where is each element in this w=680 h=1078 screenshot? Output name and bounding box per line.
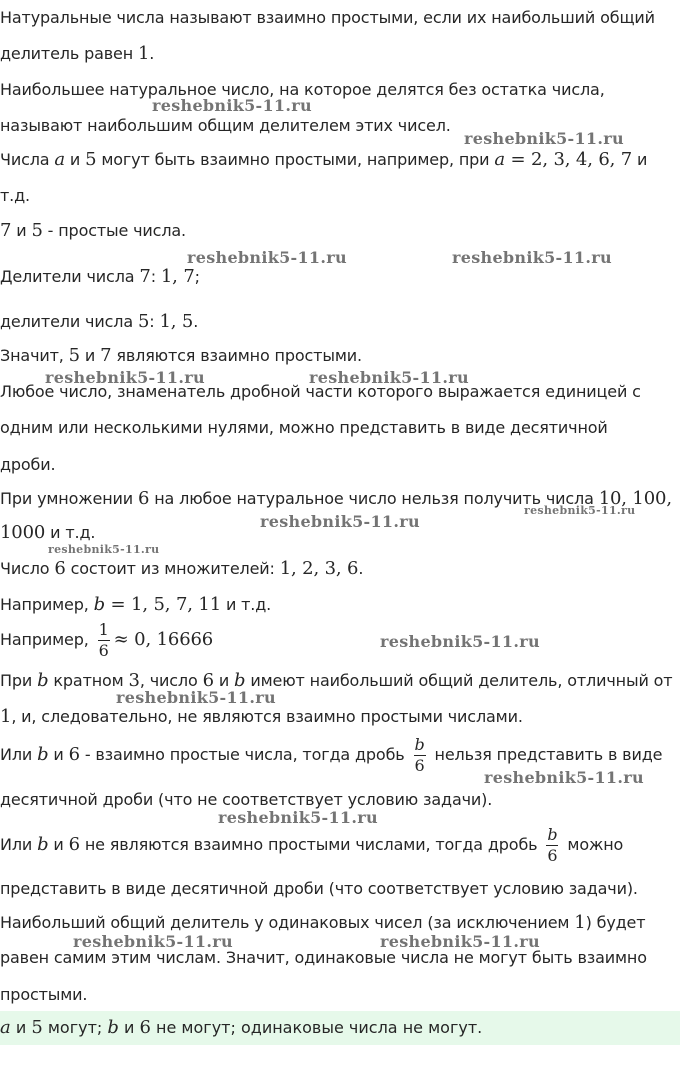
watermark: reshebnik5-11.ru (218, 808, 378, 827)
text: Натуральные числа называют взаимно простыми, если их наибольший общий (0, 8, 655, 27)
watermark: reshebnik5-11.ru (464, 129, 624, 148)
math: 1 (137, 43, 150, 64)
math: 7 (139, 266, 151, 287)
text: состоит из множителей: (65, 559, 280, 578)
fraction (98, 620, 110, 661)
math: ≈ 0, 16666 (113, 629, 214, 650)
math: a (0, 1017, 11, 1038)
fraction (546, 825, 558, 866)
watermark: reshebnik5-11.ru (309, 368, 469, 387)
watermark: reshebnik5-11.ru (380, 932, 540, 951)
text-line (0, 594, 271, 615)
text: , число (139, 671, 203, 690)
math: 1000 (0, 522, 46, 543)
text-line (0, 985, 87, 1004)
text: и т.д. (221, 595, 272, 614)
math: b (37, 834, 49, 855)
text-line (0, 186, 30, 205)
text-line (0, 670, 672, 691)
text: Наибольший общий делитель у одинаковых чисел (за исключением (0, 913, 575, 932)
text-line (0, 706, 523, 727)
text: делитель равен (0, 44, 138, 63)
text: При умножении (0, 489, 138, 508)
text-line (0, 825, 623, 866)
text: . (358, 559, 364, 578)
text: Например, (0, 595, 94, 614)
text: . (193, 312, 199, 331)
text: Например, (0, 630, 94, 649)
text: - простые числа. (42, 221, 186, 240)
text: и (213, 671, 235, 690)
math: 6 (54, 558, 66, 579)
text: Значит, (0, 346, 69, 365)
text-line (0, 558, 363, 579)
math: 6 (202, 670, 214, 691)
watermark: reshebnik5-11.ru (48, 543, 160, 556)
text: можно (562, 835, 624, 854)
math: 5 (31, 220, 43, 241)
text-line (0, 879, 638, 898)
text: Числа (0, 150, 55, 169)
text: ; (194, 267, 200, 286)
math: b (93, 594, 105, 615)
text: кратном (48, 671, 129, 690)
text: и (79, 346, 101, 365)
text: и т.д. (45, 523, 96, 542)
text: дроби. (0, 455, 56, 474)
fraction-numerator: b (414, 735, 425, 754)
text: Или (0, 745, 38, 764)
math: 6 (68, 744, 80, 765)
math: b (107, 1017, 119, 1038)
watermark: reshebnik5-11.ru (45, 368, 205, 387)
math: a (494, 149, 505, 170)
text: и (48, 835, 69, 854)
text: не могут; одинаковые числа не могут. (150, 1018, 483, 1037)
text: могут; (42, 1018, 108, 1037)
text-line (0, 266, 200, 287)
math: 1, 2, 3, 6 (279, 558, 359, 579)
watermark: reshebnik5-11.ru (380, 632, 540, 651)
watermark: reshebnik5-11.ru (152, 96, 312, 115)
text-line (0, 620, 213, 661)
text: Или (0, 835, 38, 854)
text: представить в виде десятичной дроби (что соответствует условию задачи). (0, 879, 638, 898)
math: 5 (68, 345, 80, 366)
text: на любое натуральное число нельзя получить числа (149, 489, 599, 508)
text: не являются взаимно простыми числами, тогда дробь (79, 835, 543, 854)
math: 10, 100, (598, 488, 672, 509)
text-line (0, 418, 608, 437)
math: 1 (0, 706, 12, 727)
watermark: reshebnik5-11.ru (116, 688, 276, 707)
text: , и, следовательно, не являются взаимно простыми числами. (11, 707, 523, 726)
text: Любое число, знаменатель дробной части которого выражается единицей с (0, 382, 641, 401)
text-line (0, 116, 451, 135)
text: одним или несколькими нулями, можно представить в виде десятичной (0, 418, 608, 437)
text-line (0, 345, 362, 366)
math: 3 (128, 670, 140, 691)
text-line (0, 912, 645, 933)
watermark: reshebnik5-11.ru (187, 248, 347, 267)
text-line (0, 311, 198, 332)
text-line (0, 149, 647, 170)
watermark: reshebnik5-11.ru (484, 768, 644, 787)
math: 1, 5 (159, 311, 194, 332)
text: Наибольшее натуральное число, на которое делятся без остатка числа, (0, 80, 605, 99)
text: ) будет (585, 913, 646, 932)
math: b (234, 670, 246, 691)
text: являются взаимно простыми. (111, 346, 362, 365)
watermark: reshebnik5-11.ru (73, 932, 233, 951)
math: 6 (137, 488, 150, 509)
text: - взаимно простые числа, тогда дробь (79, 745, 410, 764)
text: . (149, 44, 155, 63)
text: и (64, 150, 86, 169)
text: и (11, 221, 32, 240)
text: Число (0, 559, 55, 578)
math: 7 (0, 220, 12, 241)
text: могут быть взаимно простыми, например, при (96, 150, 495, 169)
math: = 2, 3, 4, 6, 7 (504, 149, 633, 170)
fraction-numerator: 1 (98, 620, 109, 639)
text-line (0, 43, 154, 64)
text-line (0, 8, 655, 27)
text-line (0, 790, 492, 809)
answer-text (0, 1017, 482, 1038)
math: 5 (31, 1017, 43, 1038)
text: Делители числа (0, 267, 140, 286)
text: равен самим этим числам. Значит, одинаковые числа не могут быть взаимно (0, 948, 647, 967)
text: имеют наибольший общий делитель, отличный от (245, 671, 673, 690)
fraction-numerator: b (547, 825, 558, 844)
text: нельзя представить в виде (429, 745, 663, 764)
math: 6 (68, 834, 80, 855)
fraction-denominator: 6 (98, 641, 109, 660)
text-line (0, 522, 95, 543)
math: a (54, 149, 65, 170)
text: называют наибольшим общим делителем этих чисел. (0, 116, 451, 135)
math: 1, 7 (160, 266, 195, 287)
watermark: reshebnik5-11.ru (260, 512, 420, 531)
fraction-denominator: 6 (414, 756, 425, 775)
text: т.д. (0, 186, 30, 205)
text-line (0, 455, 55, 474)
text-line (0, 220, 186, 241)
math: b (37, 744, 49, 765)
text: и (10, 1018, 32, 1037)
text: При (0, 671, 38, 690)
watermark: reshebnik5-11.ru (452, 248, 612, 267)
watermark: reshebnik5-11.ru (524, 504, 636, 517)
text: и (118, 1018, 140, 1037)
text: десятичной дроби (что не соответствует условию задачи). (0, 790, 493, 809)
math: b (37, 670, 49, 691)
math: 5 (137, 311, 150, 332)
text: простыми. (0, 985, 88, 1004)
math: 6 (139, 1017, 151, 1038)
text: делители числа (0, 312, 138, 331)
math: 5 (85, 149, 97, 170)
text: : (149, 312, 160, 331)
text: : (150, 267, 161, 286)
math: 1 (574, 912, 586, 933)
text: и (48, 745, 69, 764)
text: и (632, 150, 648, 169)
math: = 1, 5, 7, 11 (104, 594, 222, 615)
fraction-denominator: 6 (547, 846, 558, 865)
fraction (414, 735, 426, 776)
math: 7 (100, 345, 112, 366)
